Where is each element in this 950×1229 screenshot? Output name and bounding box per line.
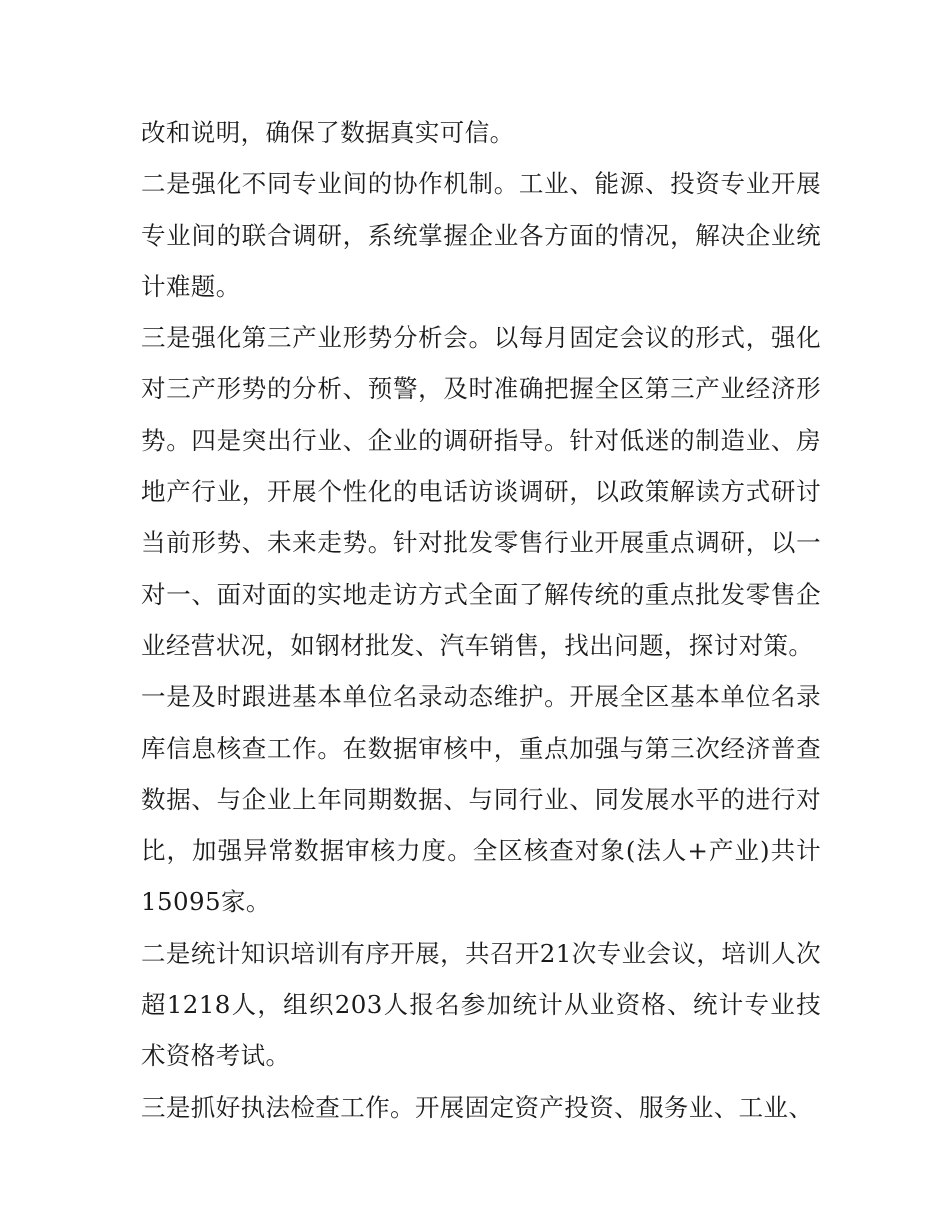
paragraph-law-enforcement-inspection: 三是抓好执法检查工作。开展固定资产投资、服务业、工业、 (141, 1092, 814, 1122)
paragraph-statistics-training: 二是统计知识培训有序开展，共召开21次专业会议，培训人次超1218人，组织203人报名参加统计从业资格、统计专业技术资格考试。 (141, 938, 821, 1071)
paragraph-unit-directory-maintenance: 一是及时跟进基本单位名录动态维护。开展全区基本单位名录库信息核查工作。在数据审核中，重点加强与第三次经济普查数据、与企业上年同期数据、与同行业、同发展水平的进行对比，加强异常数据审核力度。全区核查对象(法人+产业)共计15095家。 (141, 682, 821, 917)
document-body (141, 107, 821, 1133)
paragraph-collaboration-mechanism: 二是强化不同专业间的协作机制。工业、能源、投资专业开展专业间的联合调研，系统掌握企业各方面的情况，解决企业统计难题。 (141, 169, 821, 301)
paragraph-tertiary-industry-analysis: 三是强化第三产业形势分析会。以每月固定会议的形式，强化对三产形势的分析、预警，及时准确把握全区第三产业经济形势。四是突出行业、企业的调研指导。针对低迷的制造业、房地产行业，开展个性化的电话访谈调研，以政策解读方式研讨当前形势、未来走势。针对批发零售行业开展重点调研，以一对一、面对面的实地走访方式全面了解传统的重点批发零售企业经营状况，如钢材批发、汽车销售，找出问题，探讨对策。 (141, 323, 821, 660)
paragraph-data-verification-end: 改和说明，确保了数据真实可信。 (141, 118, 515, 147)
